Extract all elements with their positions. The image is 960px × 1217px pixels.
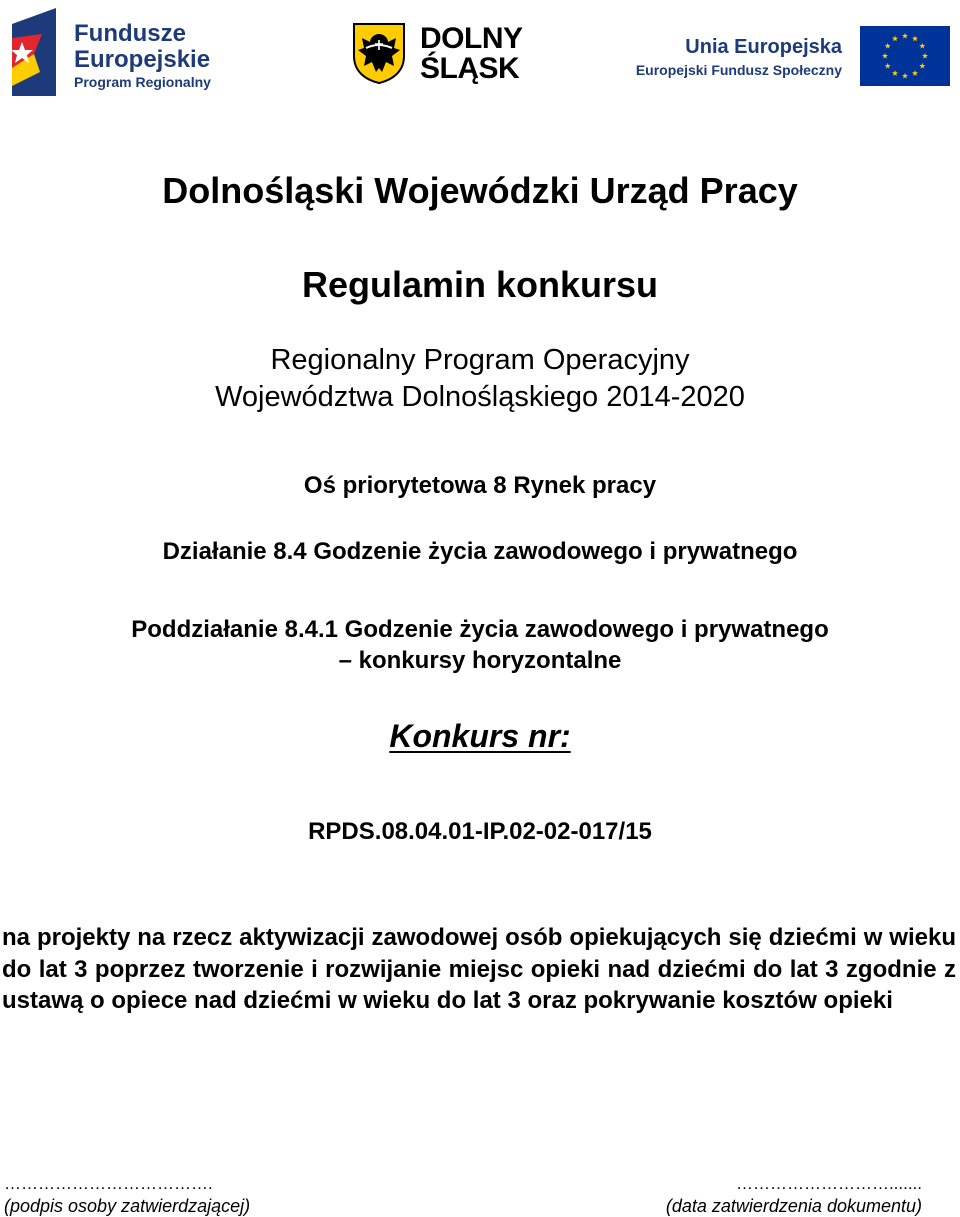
- measure: Działanie 8.4 Godzenie życia zawodowego i prywatnego: [162, 538, 798, 565]
- approver-signature-field: [4, 1174, 250, 1217]
- contest-label: [0, 718, 960, 755]
- organization-name: Dolnośląski Wojewódzki Urząd Pracy: [162, 170, 798, 211]
- fundusze-europejskie-emblem-icon: [12, 8, 56, 96]
- ue-logo-line1: Unia Europejska: [685, 36, 842, 58]
- approval-date-field: [666, 1174, 922, 1217]
- ds-logo-line2: ŚLĄSK: [420, 52, 520, 85]
- dolny-slask-logo: [352, 22, 552, 86]
- submeasure-line-2: – konkursy horyzontalne: [338, 647, 622, 674]
- fe-logo-line3: Program Regionalny: [74, 74, 211, 90]
- priority-axis: Oś priorytetowa 8 Rynek pracy: [303, 472, 657, 499]
- program-line-2: Województwa Dolnośląskiego 2014-2020: [215, 381, 745, 413]
- fundusze-europejskie-logo: [12, 8, 232, 96]
- fe-logo-line2: Europejskie: [74, 46, 211, 73]
- unia-europejska-logo: [635, 26, 950, 88]
- eagle-shield-icon: [352, 22, 406, 84]
- document-title: Regulamin konkursu: [301, 264, 659, 305]
- contest-description: na projekty na rzecz aktywizacji zawodowej osób opiekujących się dziećmi w wieku do lat 3 poprzez tworzenie i rozwijanie miejsc opieki nad dziećmi do lat 3 zgodnie z ustawą o opiece nad dziećmi w wieku do lat 3 oraz pokrywanie kosztów opieki: [2, 924, 956, 1014]
- fe-logo-line1: Fundusze: [74, 20, 186, 47]
- contest-label-text: Konkurs nr:: [389, 718, 571, 754]
- submeasure: [0, 614, 960, 676]
- program-name: [0, 342, 960, 416]
- eu-flag-icon: [860, 26, 950, 86]
- date-dots: ……………………….......: [735, 1174, 922, 1193]
- submeasure-line-1: Poddziałanie 8.4.1 Godzenie życia zawodowego i prywatnego: [131, 616, 829, 643]
- contest-number: RPDS.08.04.01-IP.02-02-017/15: [308, 818, 652, 845]
- date-label: (data zatwierdzenia dokumentu): [665, 1196, 922, 1216]
- program-line-1: Regionalny Program Operacyjny: [270, 344, 690, 376]
- signature-dots: ……………………………….: [4, 1174, 213, 1193]
- logo-bar: [0, 0, 960, 110]
- signature-label: (podpis osoby zatwierdzającej): [4, 1196, 251, 1216]
- ds-logo-line1: DOLNY: [420, 22, 523, 55]
- ue-logo-line2: Europejski Fundusz Społeczny: [635, 62, 842, 78]
